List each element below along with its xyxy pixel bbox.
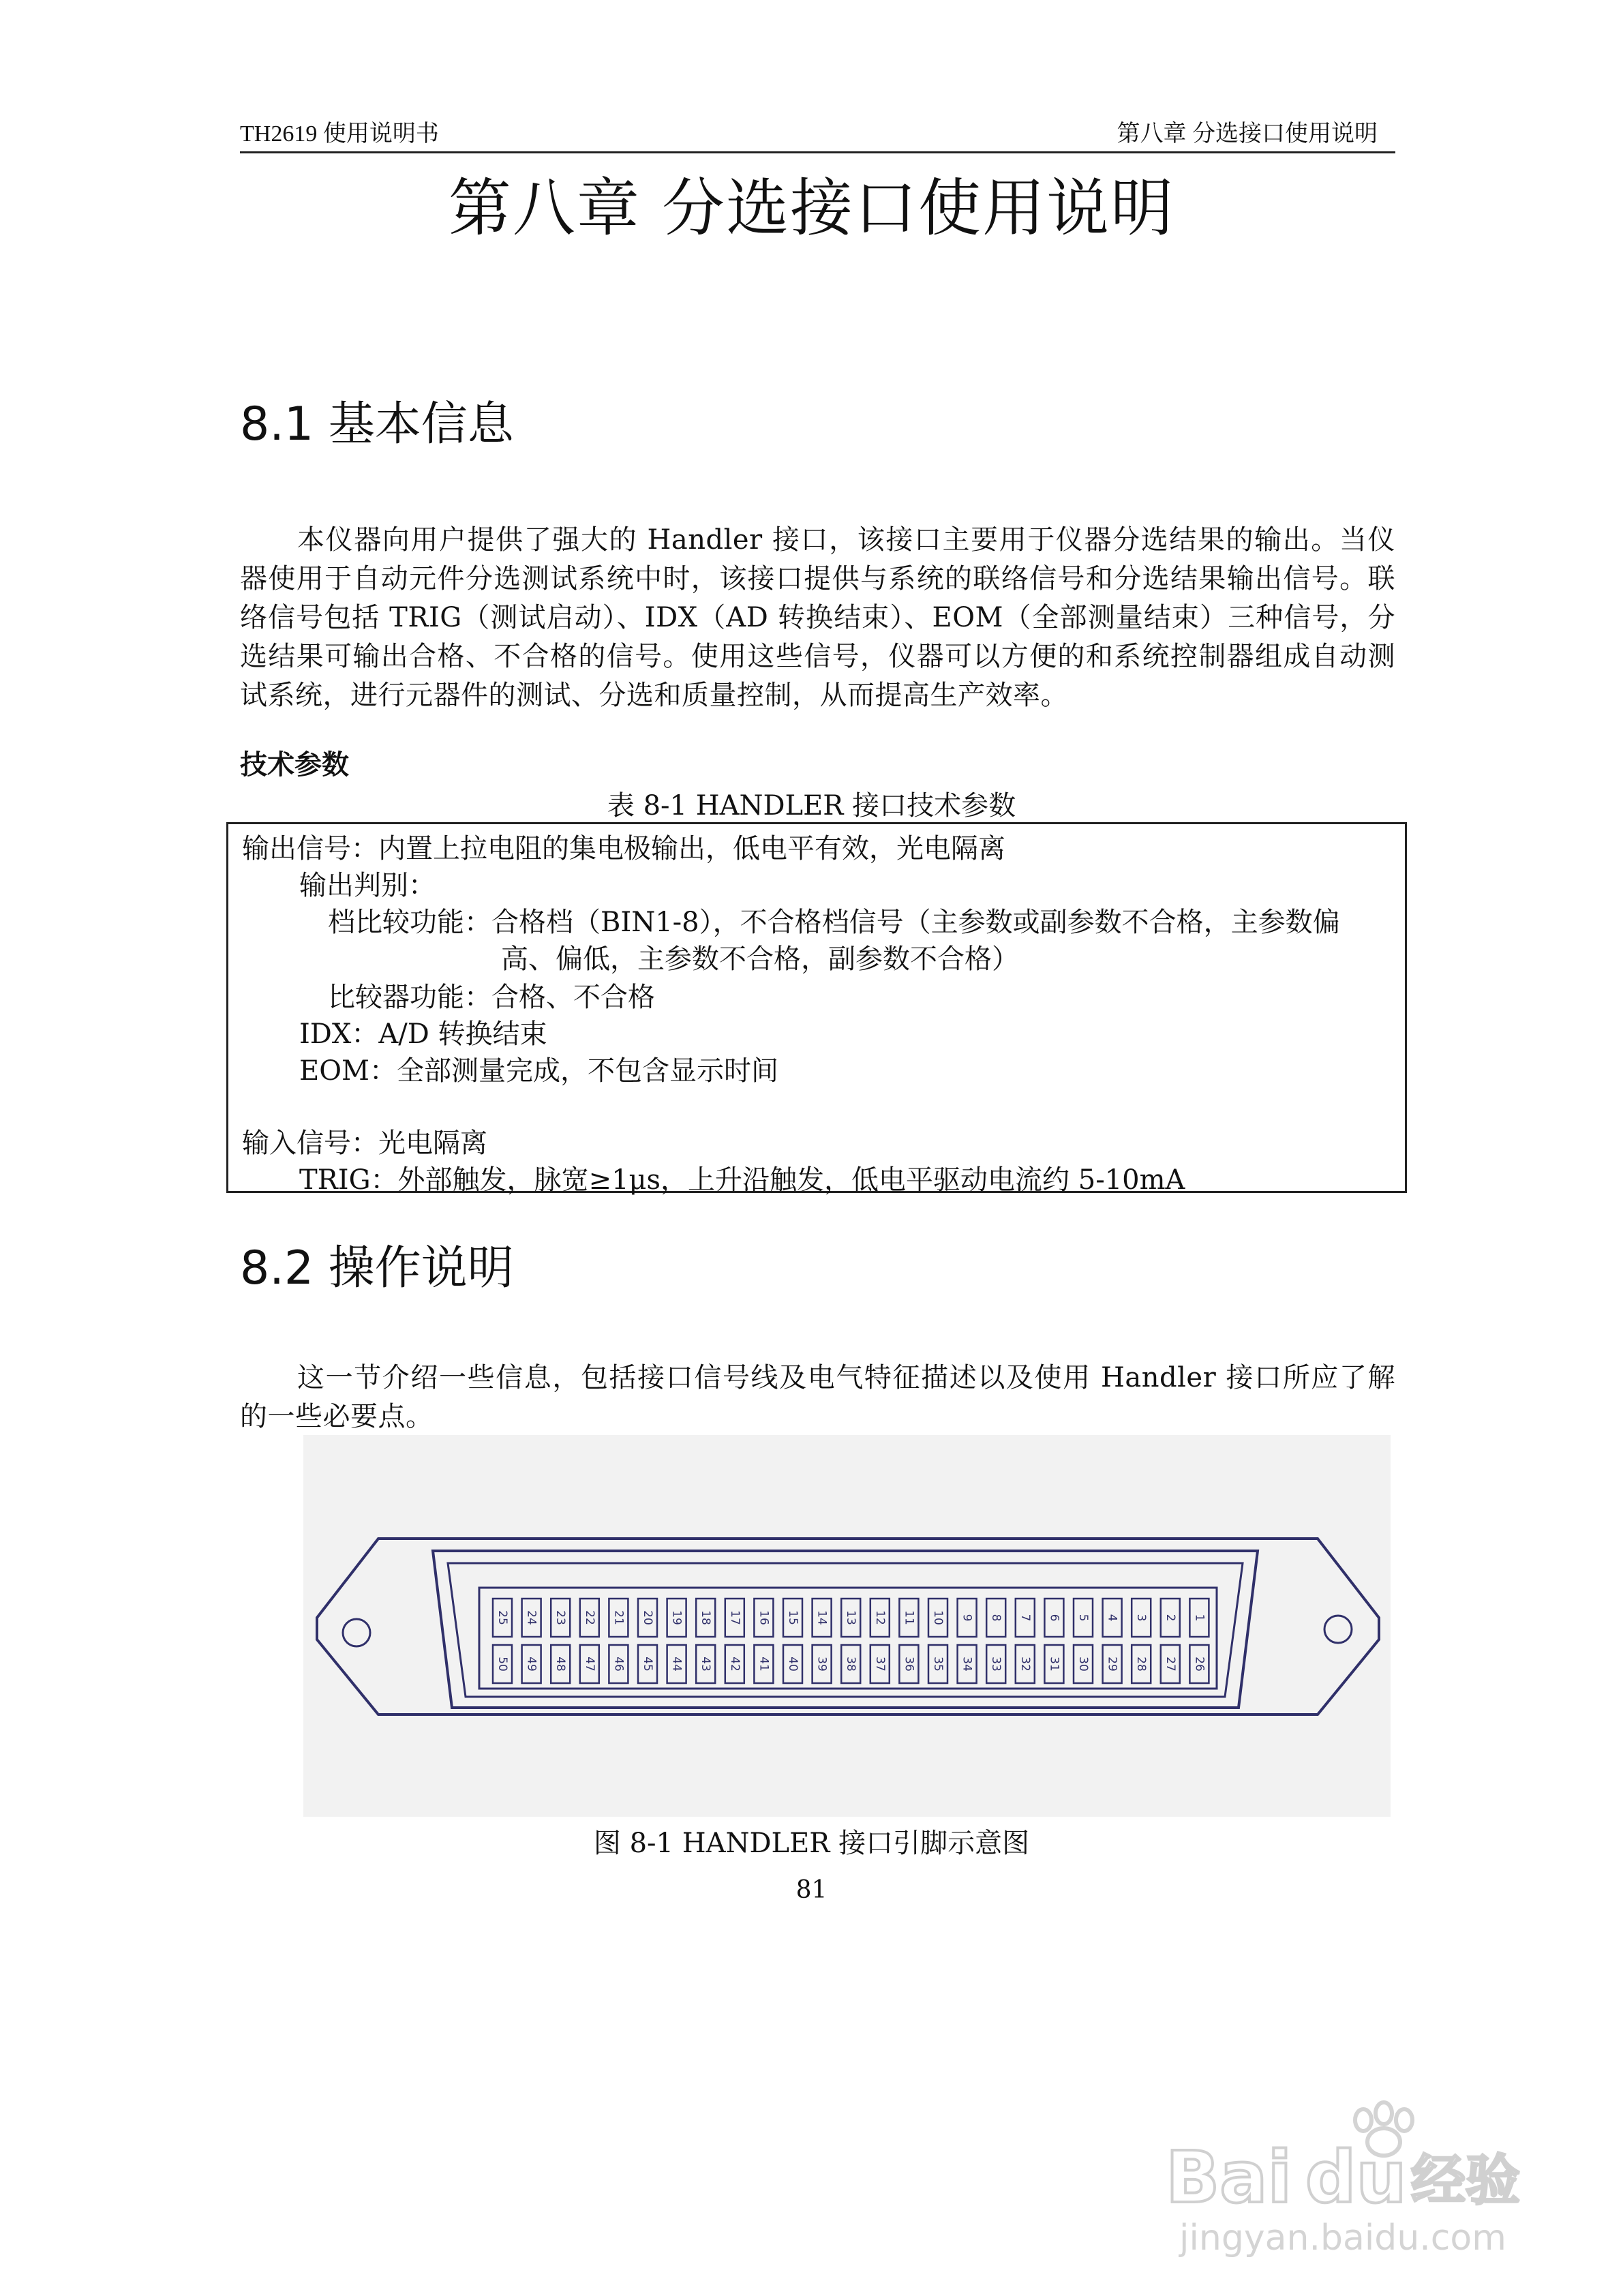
baidu-logo xyxy=(1159,2100,1541,2263)
section-title-basic-info: 8.1 基本信息 xyxy=(240,397,514,451)
section2-paragraph xyxy=(240,1359,1395,1436)
pin-number-label: 11 xyxy=(902,1610,916,1625)
section1-paragraph xyxy=(240,521,1395,715)
pin-number-label: 43 xyxy=(699,1657,713,1672)
pin-number-label: 36 xyxy=(902,1657,916,1672)
param-line-output-signal: 输出信号：内置上拉电阻的集电极输出，低电平有效，光电隔离 xyxy=(242,833,1005,864)
connector-diagram xyxy=(303,1435,1391,1817)
pin-number-label: 39 xyxy=(815,1657,829,1672)
figure-caption: 图 8-1 HANDLER 接口引脚示意图 xyxy=(593,1828,1030,1859)
pin-number-label: 31 xyxy=(1047,1657,1061,1672)
svg-text:经验: 经验 xyxy=(1411,2149,1520,2212)
pin-number-label: 4 xyxy=(1105,1614,1119,1622)
param-line-output-judgment: 输出判别： xyxy=(299,870,436,901)
param-line-input-signal: 输入信号：光电隔离 xyxy=(242,1128,487,1159)
pin-number-label: 50 xyxy=(496,1657,509,1672)
pin-number-label: 35 xyxy=(931,1657,945,1672)
pin-number-label: 15 xyxy=(786,1610,800,1625)
table-caption: 表 8-1 HANDLER 接口技术参数 xyxy=(607,790,1016,821)
handler-connector-figure xyxy=(303,1435,1391,1817)
pin-number-label: 23 xyxy=(553,1610,568,1625)
pin-number-label: 8 xyxy=(989,1614,1003,1622)
pin-number-label: 48 xyxy=(553,1657,568,1672)
pin-number-label: 44 xyxy=(669,1657,684,1672)
connector-shell-inner xyxy=(448,1563,1243,1697)
pin-number-label: 29 xyxy=(1105,1657,1119,1672)
pin-number-label: 46 xyxy=(611,1657,626,1672)
connector-shell-outer xyxy=(433,1551,1258,1708)
pin-number-label: 33 xyxy=(989,1657,1003,1672)
pin-number-label: 22 xyxy=(582,1610,596,1625)
pin-number-label: 45 xyxy=(641,1657,654,1672)
section-title-operation: 8.2 操作说明 xyxy=(240,1241,514,1295)
pin-number-label: 12 xyxy=(873,1610,887,1625)
pin-number-label: 2 xyxy=(1163,1614,1177,1622)
pin-number-label: 38 xyxy=(844,1657,858,1672)
tech-params-table xyxy=(226,822,1407,1196)
connector-insulator xyxy=(479,1588,1217,1689)
svg-text:du: du xyxy=(1305,2136,1407,2219)
header-divider xyxy=(240,151,1395,153)
pin-number-label: 30 xyxy=(1076,1657,1090,1672)
pin-number-label: 21 xyxy=(611,1610,626,1625)
param-line-eom: EOM：全部测量完成，不包含显示时间 xyxy=(299,1055,778,1087)
pin-number-label: 27 xyxy=(1163,1657,1177,1672)
pin-number-label: 16 xyxy=(757,1610,771,1625)
chapter-title: 第八章 分选接口使用说明 xyxy=(448,172,1175,245)
svg-text:Bai: Bai xyxy=(1166,2136,1292,2219)
pin-number-label: 17 xyxy=(727,1610,742,1625)
section2-paragraph-text: 这一节介绍一些信息，包括接口信号线及电气特征描述以及使用 Handler 接口所应了解的一些必要点。 xyxy=(240,1362,1395,1432)
pin-number-label: 6 xyxy=(1047,1614,1061,1622)
pin-number-label: 47 xyxy=(582,1657,596,1672)
pin-number-label: 18 xyxy=(699,1610,713,1625)
pin-number-label: 41 xyxy=(757,1657,771,1672)
pin-number-label: 49 xyxy=(524,1657,539,1672)
pin-number-label: 32 xyxy=(1018,1657,1032,1672)
watermark-url: jingyan.baidu.com xyxy=(1179,2218,1506,2259)
pin-number-label: 28 xyxy=(1134,1657,1149,1672)
running-header-right: 第八章 分选接口使用说明 xyxy=(1117,121,1378,147)
section1-paragraph-text: 本仪器向用户提供了强大的 Handler 接口，该接口主要用于仪器分选结果的输出。当仪器使用于自动元件分选测试系统中时，该接口提供与系统的联络信号和分选结果输出信号。联络信号包括 TRIG（测试启动）、IDX（AD 转换结束）、EOM（全部测量结束）三种信号，分选结果可输出合格、不合格的信号。使用这些信号，仪器可以方便的和系统控制器组成自动测试系统，进行元器件的测试、分选和质量控制，从而提高生产效率。 xyxy=(240,524,1395,711)
param-line-idx: IDX：A/D 转换结束 xyxy=(299,1018,547,1050)
pin-number-label: 1 xyxy=(1192,1614,1207,1622)
pin-number-label: 19 xyxy=(669,1610,684,1625)
pin-number-label: 3 xyxy=(1134,1614,1149,1622)
pin-number-label: 13 xyxy=(844,1610,858,1625)
pin-number-label: 5 xyxy=(1076,1614,1090,1622)
pin-row-bottom xyxy=(493,1645,1209,1683)
right-mounting-hole xyxy=(1324,1616,1352,1643)
left-mounting-hole xyxy=(343,1619,370,1646)
pin-number-label: 20 xyxy=(641,1610,654,1625)
pin-number-label: 24 xyxy=(524,1610,539,1625)
pin-row-top xyxy=(493,1599,1209,1637)
pin-number-label: 25 xyxy=(496,1610,509,1625)
pin-number-label: 14 xyxy=(815,1610,829,1625)
baidu-jingyan-watermark xyxy=(1159,2100,1541,2263)
pin-number-label: 10 xyxy=(931,1610,945,1625)
pin-number-label: 9 xyxy=(960,1614,974,1622)
running-header-left: TH2619 使用说明书 xyxy=(240,121,439,147)
param-line-bin-compare-cont: 高、偏低，主参数不合格，副参数不合格） xyxy=(501,943,1019,975)
pin-number-label: 42 xyxy=(727,1657,742,1672)
pin-number-label: 7 xyxy=(1018,1614,1032,1622)
pin-number-label: 34 xyxy=(960,1657,974,1672)
param-line-trig: TRIG：外部触发，脉宽≥1μs，上升沿触发，低电平驱动电流约 5-10mA xyxy=(299,1164,1185,1196)
param-line-comparator: 比较器功能：合格、不合格 xyxy=(328,982,655,1013)
tech-params-subhead: 技术参数 xyxy=(240,749,349,781)
param-line-bin-compare: 档比较功能：合格档（BIN1-8），不合格档信号（主参数或副参数不合格，主参数偏 xyxy=(328,907,1340,938)
pin-number-label: 37 xyxy=(873,1657,887,1672)
pin-number-label: 40 xyxy=(786,1657,800,1672)
page-number: 81 xyxy=(795,1876,828,1904)
pin-number-label: 26 xyxy=(1192,1657,1207,1672)
